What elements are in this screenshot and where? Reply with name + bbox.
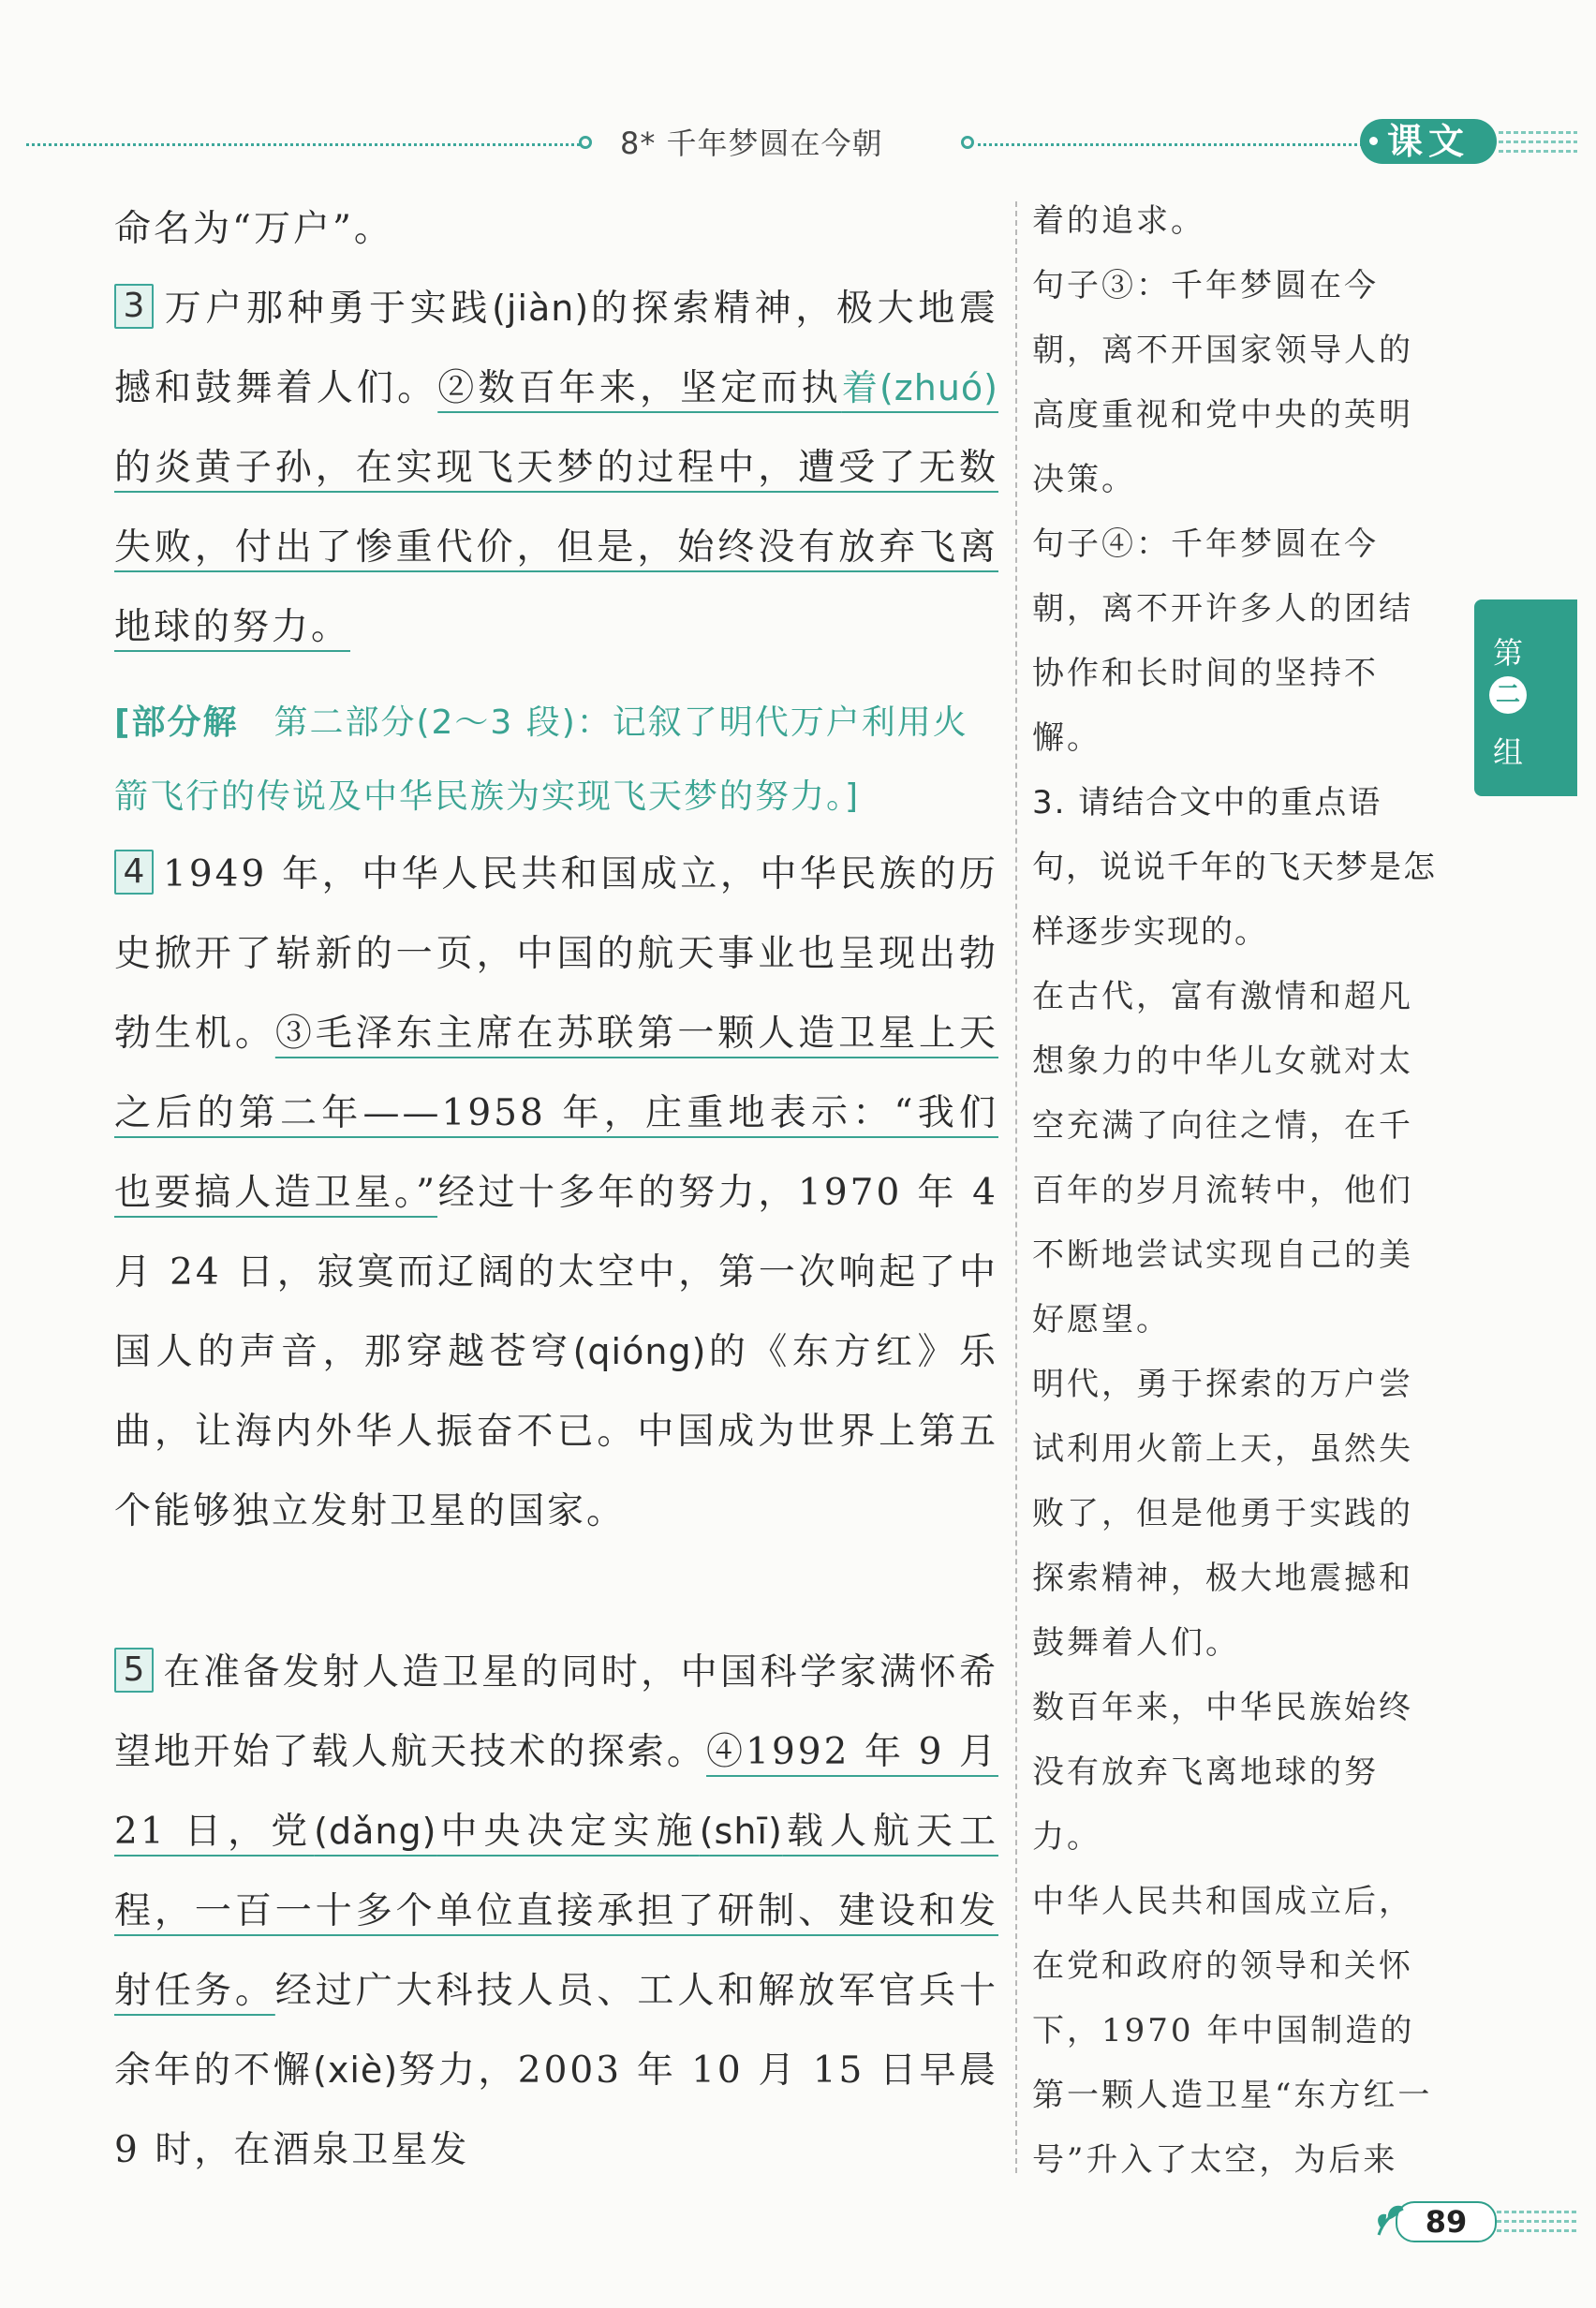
text: 经过广大科技人员、工人和解放军官兵十余年的不懈: [114, 1970, 998, 2092]
header-hatch: [1499, 131, 1577, 134]
text: 的探索精神，极大地震撼和鼓舞着人们。: [114, 288, 998, 409]
key-sentence-3: ③毛泽东主席在苏联第一颗人造卫星上天之后的第二年——1958 年，庄重地表示：“我们也要搞人造卫星。”: [114, 1013, 998, 1214]
tab-label-top: 第: [1492, 635, 1523, 671]
pinyin: (jiàn): [492, 288, 590, 329]
text: 经过十多年的努力，1970 年 4 月 24 日，寂寞而辽阔的太空中，第一次响起了中国人的声音，那穿越苍穹: [114, 1172, 998, 1373]
text: 载人航天工程，一百一十多个单位直接承担了研制、建设和发射任务。: [114, 1811, 998, 2012]
header-rule-left: [26, 143, 584, 146]
footer-hatch: [1497, 2220, 1577, 2223]
paragraph-5: [114, 1633, 998, 2190]
text: ②数百年来，坚定而执: [437, 367, 842, 409]
header-hatch: [1499, 141, 1577, 143]
note-item: 在古代，富有激情和超凡想象力的中华儿女就对太空充满了向往之情，在千百年的岁月流转中，他们不断地尝试实现自己的美好愿望。: [1032, 978, 1413, 1339]
unit-side-tab: [1474, 599, 1577, 796]
page-number: 89: [1425, 2204, 1468, 2240]
footer-hatch: [1497, 2229, 1577, 2232]
pinyin: (dǎng): [314, 1811, 437, 1852]
note-item: 着的追求。: [1032, 202, 1205, 240]
text: 中央决定实施: [436, 1811, 700, 1853]
lesson-title: 8* 千年梦圆在今朝: [620, 126, 883, 161]
note-question: 3. 请结合文中的重点语句，说说千年的飞天梦是怎样逐步实现的。: [1032, 784, 1437, 951]
text: 1949 年，中华人民共和国成立，中华民族的历史掀开了崭新的一页，中国的航天事业也呈现出勃勃生机。: [114, 853, 998, 1055]
pinyin: (qióng): [572, 1331, 707, 1372]
note-item: 句子③：千年梦圆在今朝，离不开国家领导人的高度重视和党中央的英明决策。: [1032, 267, 1413, 498]
paragraph-4: [114, 835, 998, 1551]
text: ④1992 年 9 月 21 日，党: [114, 1731, 998, 1853]
key-sentence-2: [114, 367, 998, 648]
summary-head: [部分解: [114, 703, 239, 742]
part-summary: [114, 686, 998, 834]
annotated-word: 着(zhuó): [841, 367, 998, 408]
text: 努力，2003 年 10 月 15 日早晨 9 时，在酒泉卫星发: [114, 2049, 998, 2171]
paragraph-3: [114, 269, 998, 667]
paragraph-number: 3: [114, 284, 154, 329]
paragraph-top: 命名为“万户”。: [114, 208, 393, 250]
side-notes: [1032, 189, 1444, 2193]
note-item: 数百年来，中华民族始终没有放弃飞离地球的努力。: [1032, 1689, 1413, 1856]
paragraph-number: 4: [114, 850, 154, 895]
summary-body: 第二部分(2～3 段)：记叙了明代万户利用火箭飞行的传说及中华民族为实现飞天梦的努力。]: [114, 703, 968, 816]
pinyin: (xiè): [313, 2049, 399, 2091]
tab-label-bottom: 组: [1492, 734, 1523, 770]
header-hatch: [1499, 150, 1577, 153]
text: 的炎黄子孙，在实现飞天梦的过程中，遭受了无数失败，付出了惨重代价，但是，始终没有放弃飞离地球的努力。: [114, 447, 998, 648]
lesson-type-badge: 课文: [1360, 119, 1497, 164]
note-item: 中华人民共和国成立后，在党和政府的领导和关怀下，1970 年中国制造的第一颗人造卫星“东方红一号”升入了太空，为后来: [1032, 1883, 1433, 2179]
column-divider: [1015, 201, 1017, 2173]
text: 的《东方红》乐曲，让海内外华人振奋不已。中国成为世界上第五个能够独立发射卫星的国家。: [114, 1331, 998, 1532]
page-number-pill: [1396, 2201, 1497, 2242]
footer-hatch: [1497, 2211, 1577, 2213]
note-item: 明代，勇于探索的万户尝试利用火箭上天，虽然失败了，但是他勇于实践的探索精神，极大地震撼和鼓舞着人们。: [1032, 1366, 1413, 1662]
pinyin: (shī): [699, 1811, 783, 1852]
header-dot-left: [579, 136, 592, 149]
group-number: 二: [1489, 676, 1527, 714]
header-rule-right: [978, 143, 1364, 146]
leaf-icon: [1373, 2197, 1411, 2241]
note-item: 句子④：千年梦圆在今朝，离不开许多人的团结协作和长时间的坚持不懈。: [1032, 525, 1413, 757]
text: 在准备发射人造卫星的同时，中国科学家满怀希望地开始了载人航天技术的探索。: [114, 1651, 998, 1773]
paragraph-number: 5: [114, 1648, 154, 1693]
header-dot-right: [961, 136, 974, 149]
text: 万户那种勇于实践: [163, 288, 493, 330]
